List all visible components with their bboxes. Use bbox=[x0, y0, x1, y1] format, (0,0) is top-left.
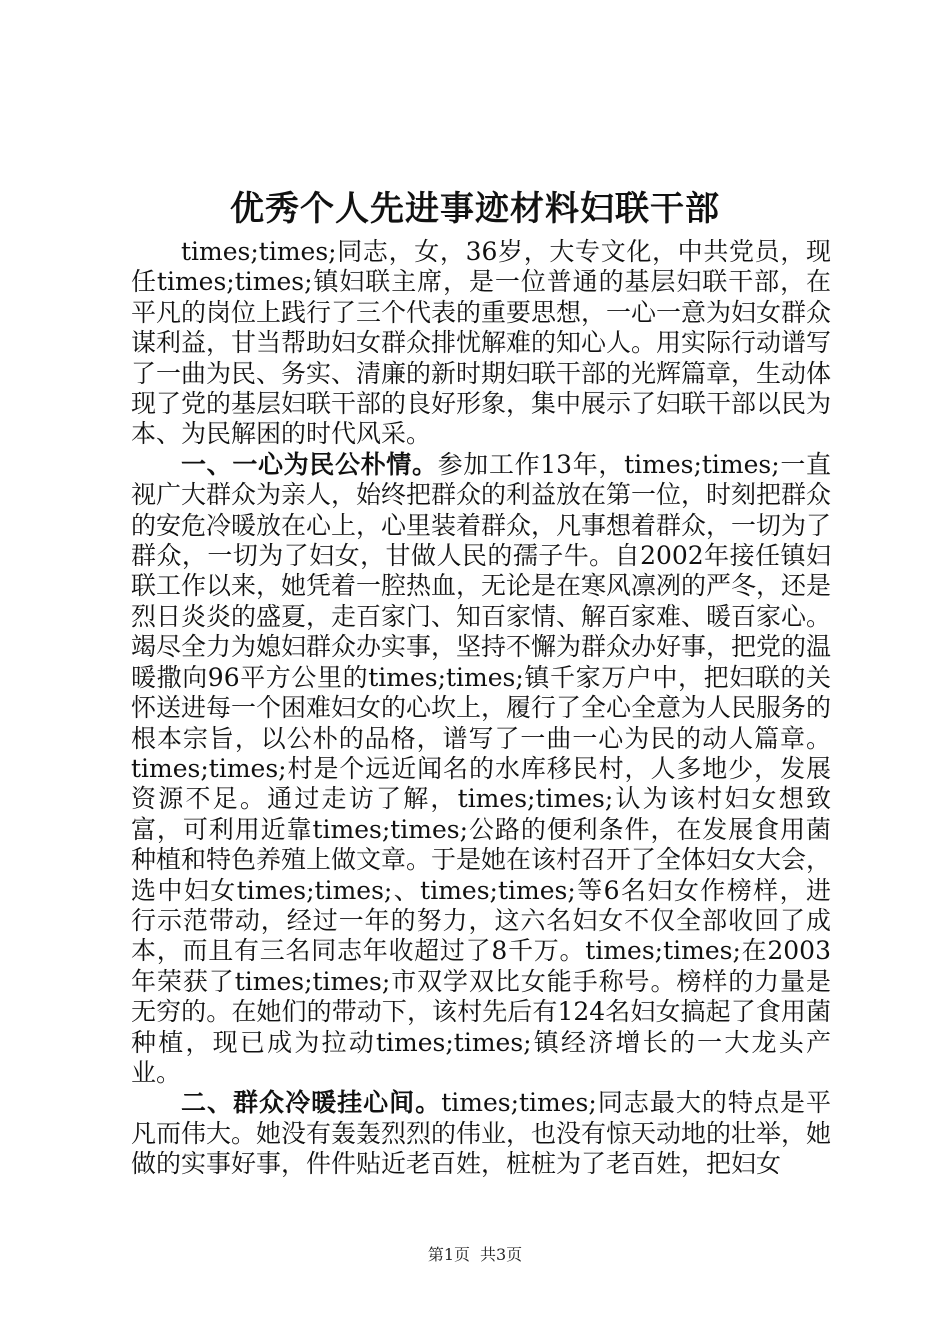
page-footer bbox=[0, 1244, 950, 1266]
section-2-heading: 二、群众冷暖挂心间。 bbox=[181, 1088, 442, 1118]
section-1-text: 参加工作13年，times;times;一直视广大群众为亲人，始终把群众的利益放在第一位，时刻把群众的安危冷暖放在心上，心里装着群众，凡事想着群众，一切为了群众，一切为了妇女，甘做人民的孺子牛。自2002年接任镇妇联工作以来，她凭着一腔热血，无论是在寒风凛冽的严冬，还是烈日炎炎的盛夏，走百家门、知百家情、解百家难、暖百家心。竭尽全力为媳妇群众办实事，坚持不懈为群众办好事，把党的温暖撒向96平方公里的times;times;镇千家万户中，把妇联的关怀送进每一个困难妇女的心坎上，履行了全心全意为人民服务的根本宗旨，以公朴的品格，谱写了一曲一心为民的动人篇章。times;times;村是个远近闻名的水库移民村，人多地少，发展资源不足。通过走访了解，times;times;认为该村妇女想致富，可利用近靠times;times;公路的便利条件，在发展食用菌种植和特色养殖上做文章。于是她在该村召开了全体妇女大会，选中妇女times;times;、times;times;等6名妇女作榜样，进行示范带动，经过一年的努力，这六名妇女不仅全部收回了成本，而且有三名同志年收超过了8千万。times;times;在2003年荣获了times;times;市双学双比女能手称号。榜样的力量是无穷的。在她们的带动下，该村先后有124名妇女搞起了食用菌种植，现已成为拉动times;times;镇经济增长的一大龙头产业。 bbox=[131, 449, 832, 1087]
paragraph-intro bbox=[131, 237, 831, 450]
paragraph-section-1 bbox=[131, 450, 831, 1089]
document-title: 优秀个人先进事迹材料妇联干部 bbox=[230, 189, 720, 229]
page-number: 第1页 bbox=[427, 1245, 470, 1264]
page-total: 共3页 bbox=[480, 1245, 523, 1264]
section-2-text: times;times;同志最大的特点是平凡而伟大。她没有轰轰烈烈的伟业，也没有惊天动地的壮举，她做的实事好事，件件贴近老百姓，桩桩为了老百姓，把妇女 bbox=[131, 1088, 832, 1179]
paragraph-section-2 bbox=[131, 1088, 831, 1179]
document-body bbox=[131, 237, 831, 1180]
section-1-heading: 一、一心为民公朴情。 bbox=[181, 449, 438, 479]
paragraph-intro-text: times;times;同志，女，36岁，大专文化，中共党员，现任times;times;镇妇联主席，是一位普通的基层妇联干部，在平凡的岗位上践行了三个代表的重要思想，一心一意为妇女群众谋利益，甘当帮助妇女群众排忧解难的知心人。用实际行动谱写了一曲为民、务实、清廉的新时期妇联干部的光辉篇章，生动体现了党的基层妇联干部的良好形象，集中展示了妇联干部以民为本、为民解困的时代风采。 bbox=[131, 237, 832, 449]
